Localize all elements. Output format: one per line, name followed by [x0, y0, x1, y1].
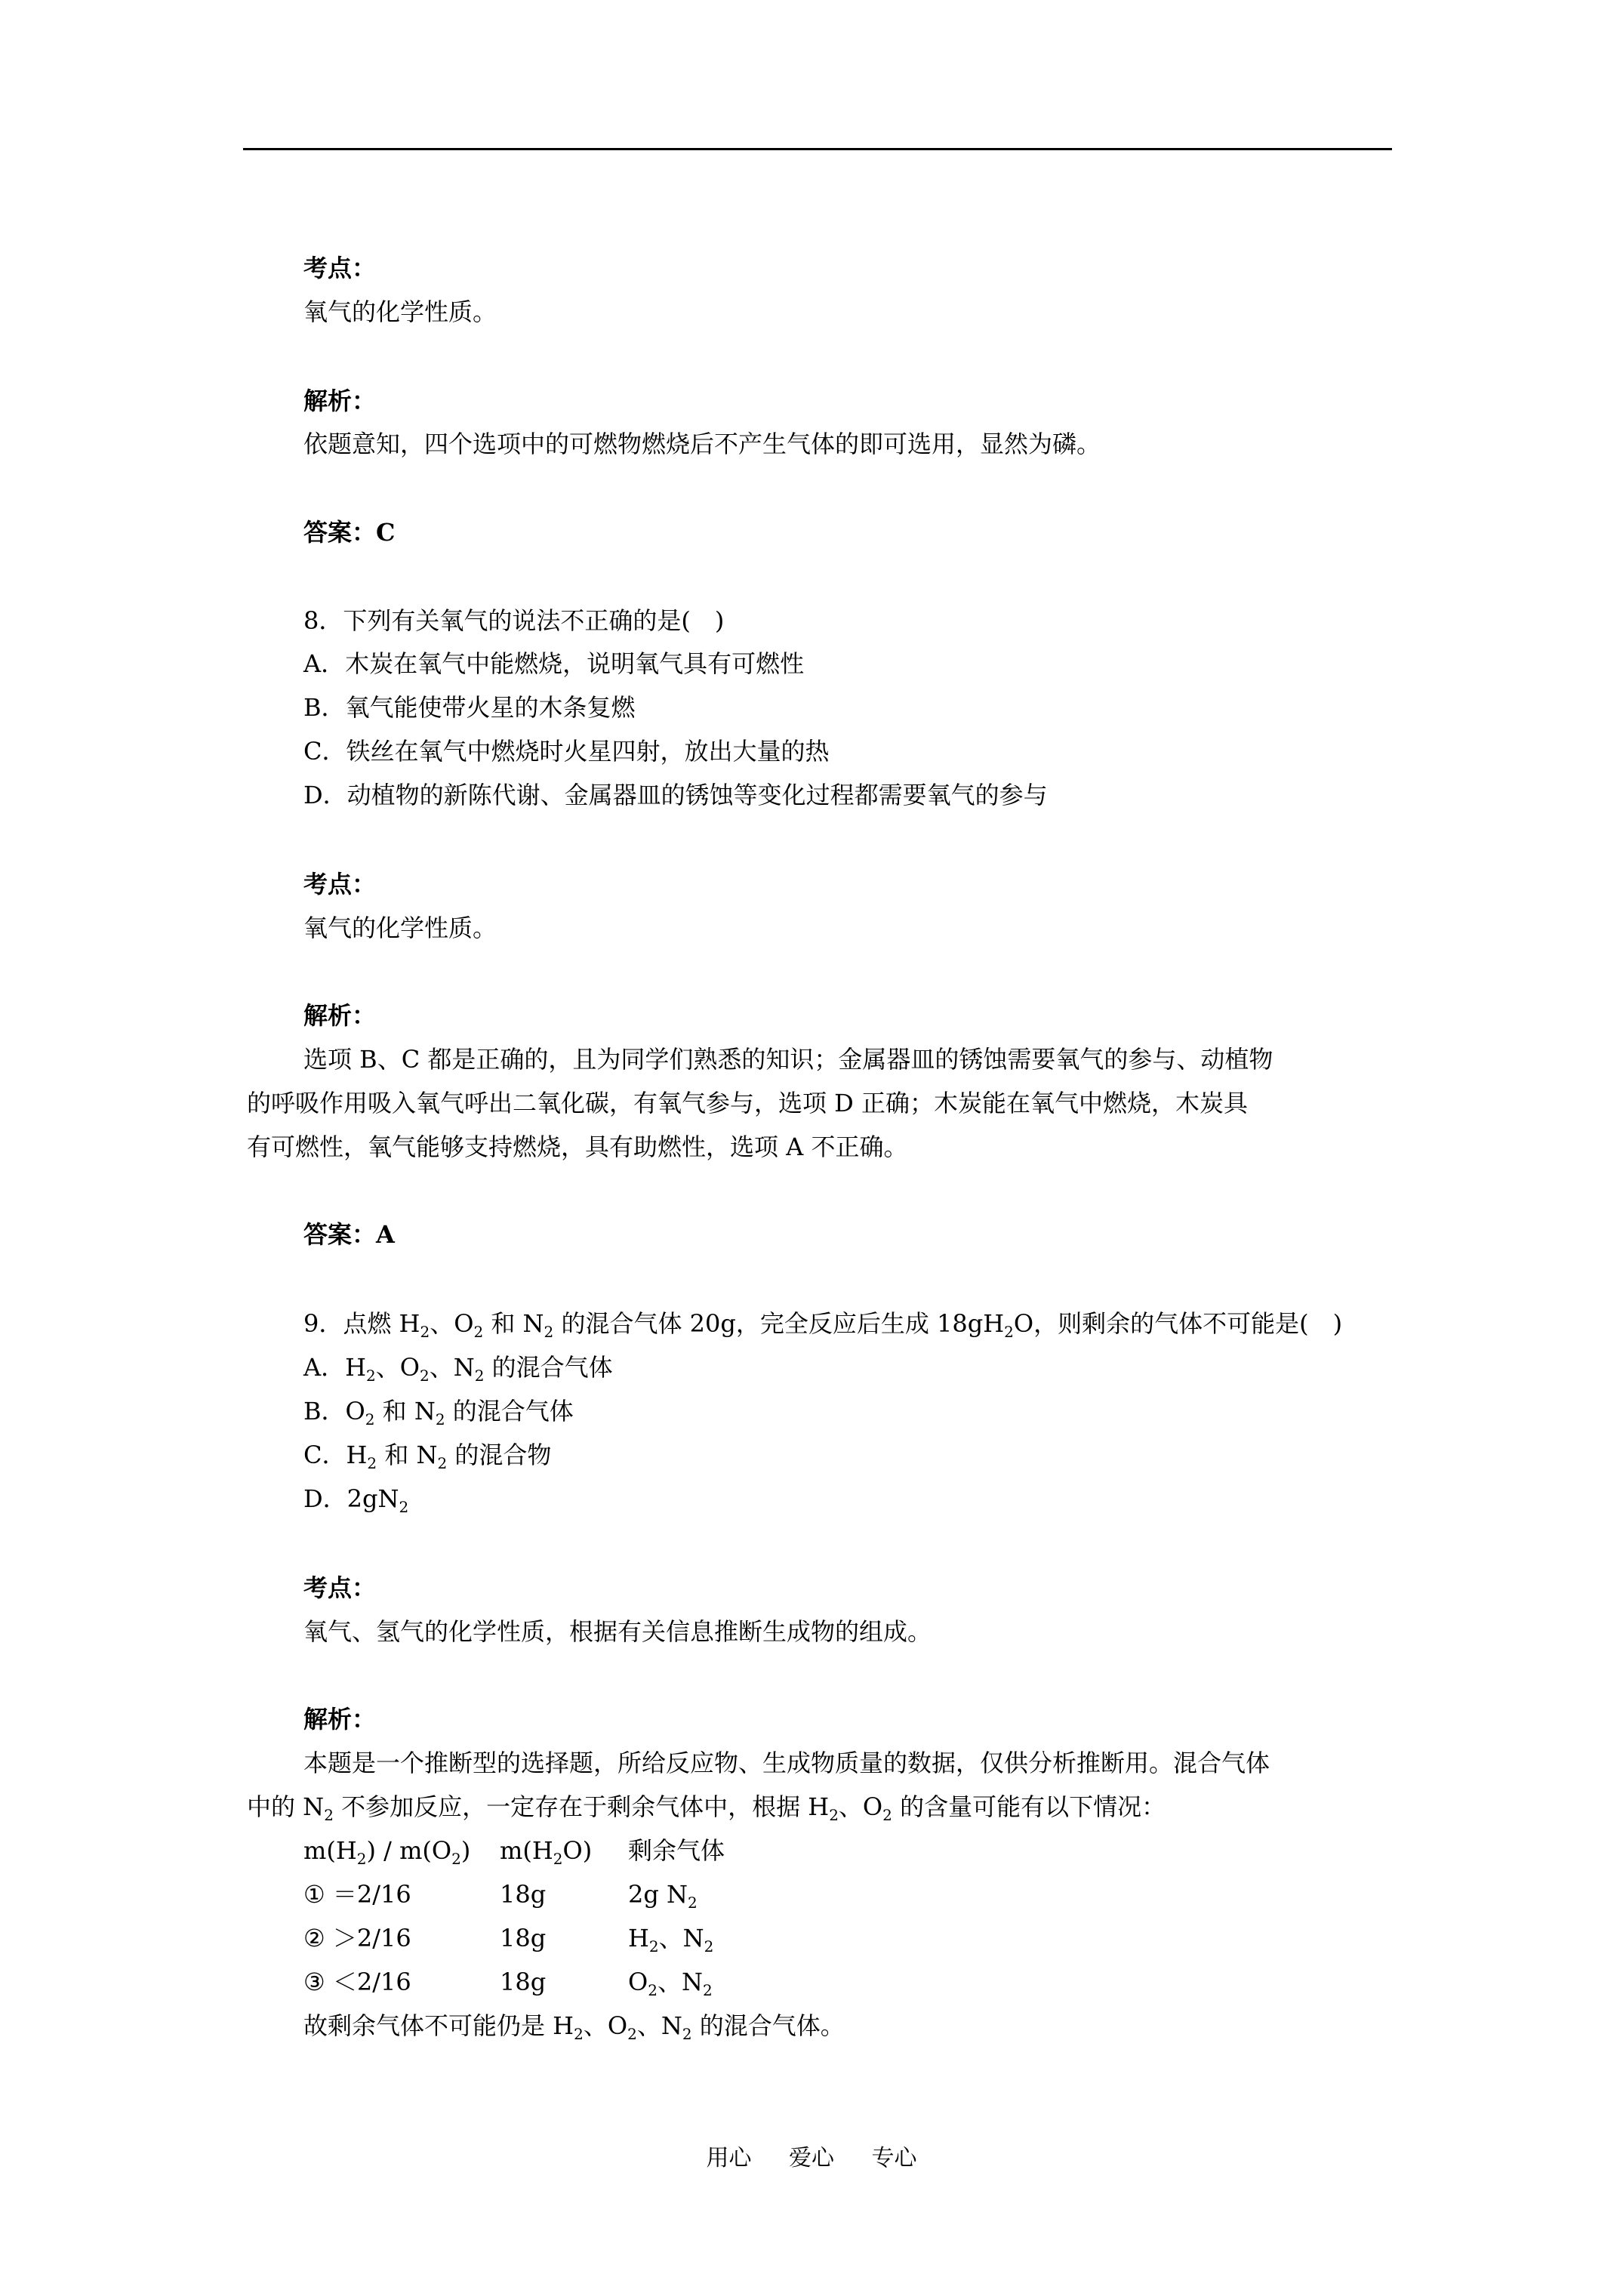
footer-word: 爱心 [789, 2145, 834, 2171]
row-water: 18g [500, 1880, 547, 1909]
q9-option-b: B．$O_2$ 和 $N_2$ 的混合气体 [303, 1397, 574, 1428]
q8-option-b: B．氧气能使带火星的木条复燃 [303, 693, 636, 722]
q9-jiexi-label: 解析： [303, 1705, 377, 1734]
q8-jiexi-line-2: 的呼吸作用吸入氧气呼出二氧化碳，有氧气参与，选项 D 正确；木炭能在氧气中燃烧，木炭具 [247, 1089, 1249, 1117]
q8-option-c: C．铁丝在氧气中燃烧时火星四射，放出大量的热 [303, 737, 830, 766]
footer-word: 专心 [871, 2145, 917, 2171]
kaodian-label: 考点： [303, 254, 377, 282]
jiexi-text: 依题意知，四个选项中的可燃物燃烧后不产生气体的即可选用，显然为磷。 [303, 430, 1101, 458]
jiexi-label: 解析： [303, 387, 377, 415]
q9-kaodian-label: 考点： [303, 1573, 377, 1602]
table-row [0, 1916, 1623, 1960]
header-remaining: 剩余气体 [628, 1836, 725, 1865]
q8-kaodian-label: 考点： [303, 870, 377, 898]
q8-jiexi-line-1: 选项 B、C 都是正确的，且为同学们熟悉的知识；金属器皿的锈蚀需要氧气的参与、动植物 [303, 1045, 1273, 1074]
row-ratio: ① ＝2/16 [303, 1880, 411, 1909]
header-ratio: $m(H_2) / m(O_2)$ [303, 1836, 471, 1868]
kaodian-text: 氧气的化学性质。 [303, 297, 497, 326]
q9-kaodian-text: 氧气、氢气的化学性质，根据有关信息推断生成物的组成。 [303, 1617, 932, 1646]
row-water: 18g [500, 1968, 547, 1996]
q8-stem: 8．下列有关氧气的说法不正确的是( ) [303, 606, 725, 635]
header-water: $m(H_2O)$ [500, 1836, 593, 1868]
row-remaining: 2g $N_2$ [628, 1880, 698, 1912]
q8-kaodian-text: 氧气的化学性质。 [303, 914, 497, 942]
row-remaining: $H_2$、$N_2$ [628, 1924, 714, 1955]
table-row [0, 1872, 1623, 1916]
q9-stem: 9．点燃 $H_2$、$O_2$ 和 $N_2$ 的混合气体 20g，完全反应后生成 $18gH_2O$，则剩余的气体不可能是( ) [303, 1309, 1343, 1341]
q8-jiexi-line-3: 有可燃性，氧气能够支持燃烧，具有助燃性，选项 A 不正确。 [247, 1133, 908, 1161]
q8-option-a: A．木炭在氧气中能燃烧，说明氧气具有可燃性 [303, 649, 805, 678]
q8-option-d: D．动植物的新陈代谢、金属器皿的锈蚀等变化过程都需要氧气的参与 [303, 781, 1048, 809]
row-remaining: $O_2$、$N_2$ [628, 1968, 713, 1999]
q9-option-d: D．$2gN_2$ [303, 1484, 409, 1516]
q8-answer-line: 答案：A [303, 1220, 395, 1249]
q8-jiexi-label: 解析： [303, 1001, 377, 1030]
q9-option-a: A．$H_2$、$O_2$、$N_2$ 的混合气体 [303, 1353, 613, 1385]
q9-conclusion: 故剩余气体不可能仍是 $H_2$、$O_2$、$N_2$ 的混合气体。 [303, 2011, 845, 2043]
row-ratio: ② ＞2/16 [303, 1924, 411, 1952]
q9-jiexi-line-2: 中的 $N_2$ 不参加反应，一定存在于剩余气体中，根据 $H_2$、$O_2$ 的含量可能有以下情况： [247, 1792, 1166, 1824]
table-row [0, 1960, 1623, 2004]
footer-word: 用心 [706, 2145, 752, 2171]
row-water: 18g [500, 1924, 547, 1952]
row-ratio: ③ ＜2/16 [303, 1968, 411, 1996]
page-footer [0, 2140, 1623, 2177]
mass-table-header [0, 1829, 1623, 1872]
q9-jiexi-line-1: 本题是一个推断型的选择题，所给反应物、生成物质量的数据，仅供分析推断用。混合气体 [303, 1749, 1270, 1777]
q9-option-c: C．$H_2$ 和 $N_2$ 的混合物 [303, 1441, 552, 1472]
answer-line: 答案：C [303, 518, 396, 547]
